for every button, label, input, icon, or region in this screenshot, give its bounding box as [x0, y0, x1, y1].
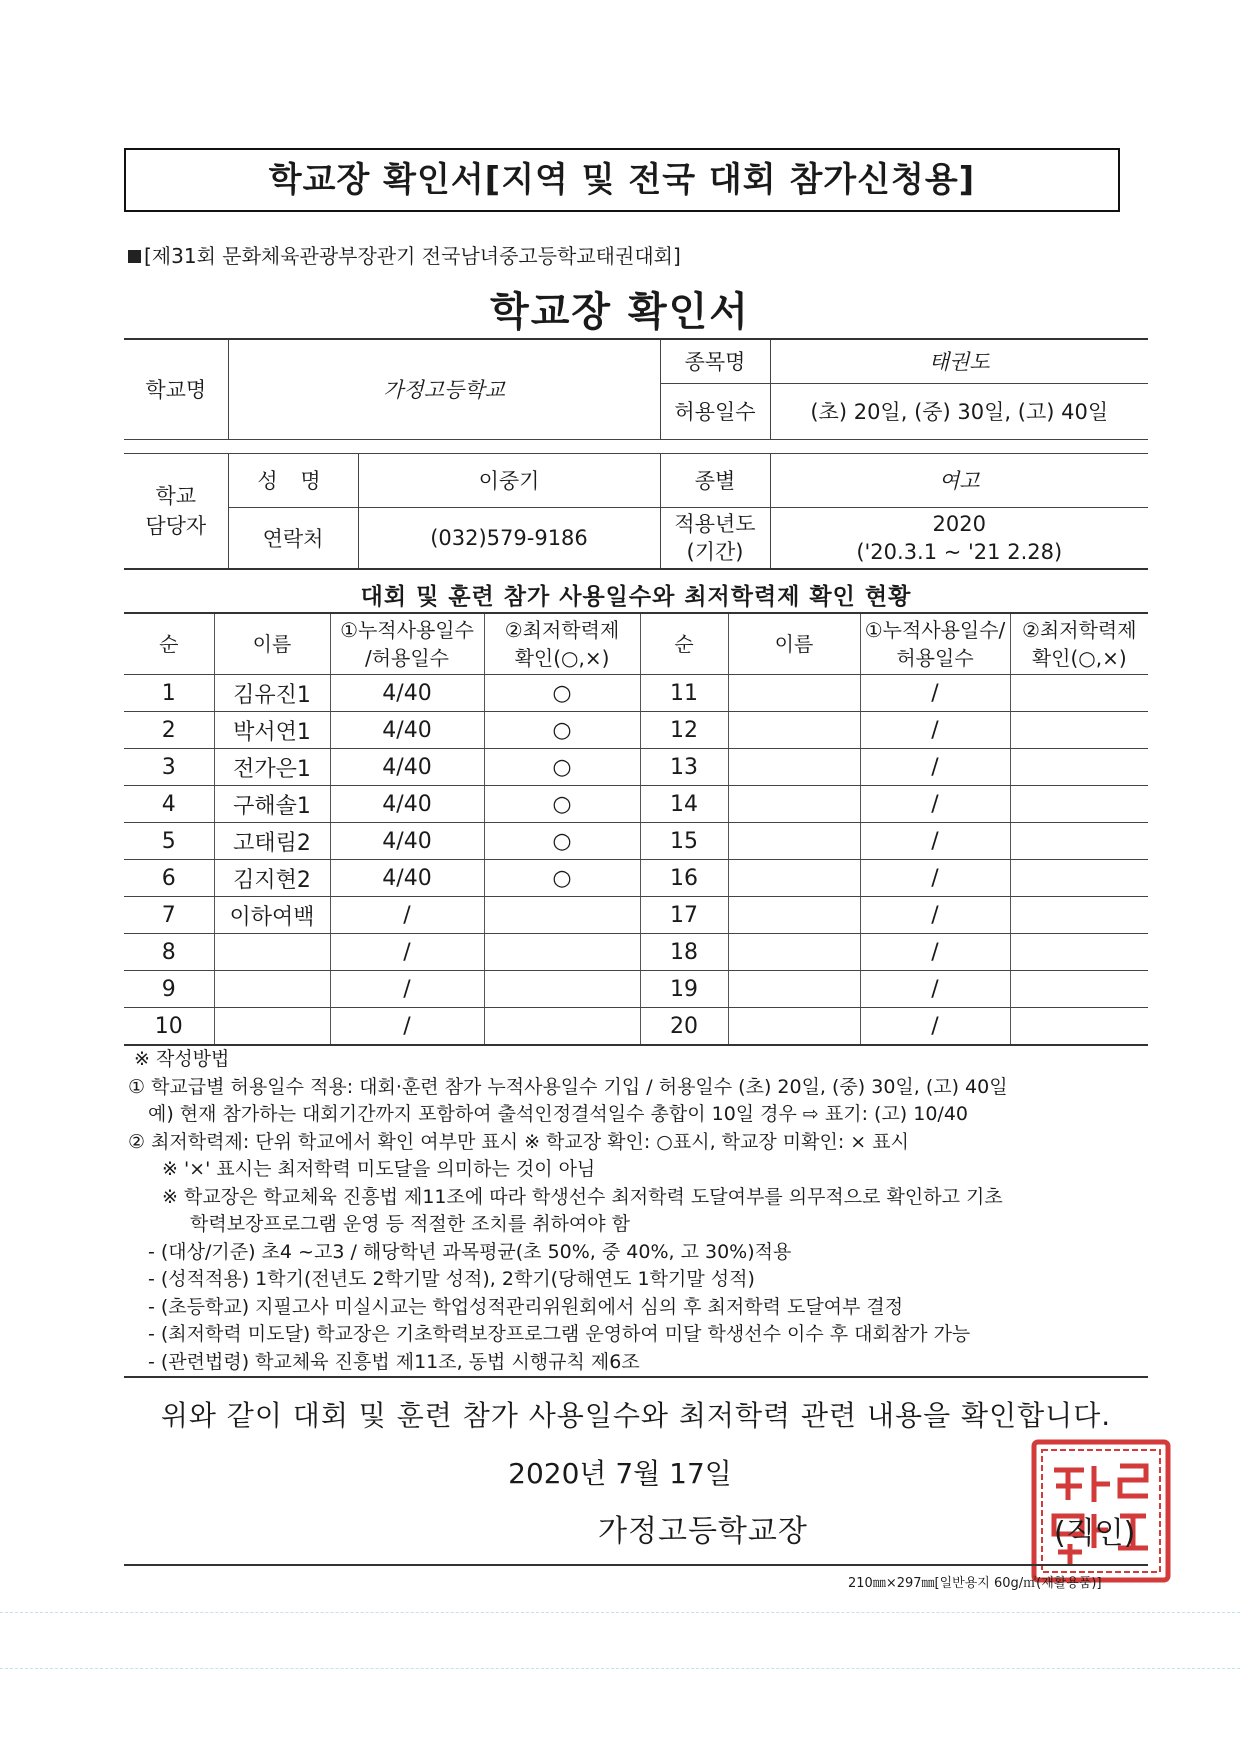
row-no-right: 11	[640, 675, 728, 712]
table-row	[124, 712, 1148, 749]
row-name	[214, 971, 330, 1008]
instruction-1-example: 예) 현재 참가하는 대회기간까지 포함하여 출석인정결석일수 총합이 10일 경우 ⇨ 표기: (고) 10/40	[148, 1103, 969, 1125]
instructions-heading: ※ 작성방법	[134, 1048, 230, 1070]
allowed-days-label: 허용일수	[660, 383, 770, 439]
row-name: 박서연1	[214, 712, 330, 749]
row-name	[214, 1008, 330, 1046]
row-days: 4/40	[330, 860, 484, 897]
school-label: 학교명	[124, 339, 228, 439]
row-no-right: 20	[640, 1008, 728, 1046]
table-row	[124, 860, 1148, 897]
row-check	[484, 934, 640, 971]
row-days-right: /	[860, 971, 1010, 1008]
row-no-right: 13	[640, 749, 728, 786]
staff-label-line2: 담당자	[145, 514, 207, 538]
instruction-grades: - (성적적용) 1학기(전년도 2학기말 성적), 2학기(당해연도 1학기말 성적)	[148, 1268, 755, 1290]
row-name-right	[728, 823, 860, 860]
main-title: 학교장 확인서	[490, 289, 750, 335]
row-name: 구해솔1	[214, 786, 330, 823]
table-row	[124, 934, 1148, 971]
competition-line	[128, 240, 681, 269]
row-name	[214, 934, 330, 971]
instruction-law: - (관련법령) 학교체육 진흥법 제11조, 동법 시행규칙 제6조	[148, 1350, 640, 1373]
year-label-line2: (기간)	[686, 540, 744, 564]
row-days-right: /	[860, 860, 1010, 897]
divider	[124, 1564, 1148, 1566]
table-row	[124, 823, 1148, 860]
col-header-days-right-line2: 허용일수	[896, 646, 974, 670]
instruction-target: - (대상/기준) 초4 ~고3 / 해당학년 과목평균(초 50%, 중 40%, 고 30%)적용	[148, 1240, 792, 1263]
col-header-days-line1: ①누적사용일수	[340, 618, 474, 642]
col-header-check-line2: 확인(○,×)	[514, 646, 610, 670]
row-no-right: 17	[640, 897, 728, 934]
row-no-right: 14	[640, 786, 728, 823]
year-value-line1: 2020	[932, 512, 986, 536]
participant-table	[124, 612, 1148, 1046]
table-row	[124, 1008, 1148, 1046]
row-check-right	[1010, 675, 1148, 712]
type-label: 종별	[660, 453, 770, 507]
instruction-note-principal-cont: 학력보장프로그램 운영 등 적절한 조치를 취하여야 함	[190, 1213, 631, 1235]
row-days-right: /	[860, 823, 1010, 860]
col-header-days-line2: /허용일수	[364, 646, 450, 670]
row-no: 5	[124, 823, 214, 860]
row-check-right	[1010, 971, 1148, 1008]
allowed-days-value: (초) 20일, (중) 30일, (고) 40일	[770, 383, 1148, 439]
row-name: 이하여백	[214, 897, 330, 934]
row-days: 4/40	[330, 712, 484, 749]
row-check: ○	[484, 823, 640, 860]
row-days-right: /	[860, 749, 1010, 786]
row-name-right	[728, 749, 860, 786]
col-header-days-right	[860, 613, 1010, 675]
row-name-right	[728, 897, 860, 934]
row-days: 4/40	[330, 749, 484, 786]
row-check-right	[1010, 897, 1148, 934]
row-name-right	[728, 971, 860, 1008]
row-days-right: /	[860, 712, 1010, 749]
row-check	[484, 897, 640, 934]
confirmation-date: 2020년 7월 17일	[508, 1457, 732, 1490]
row-no: 9	[124, 971, 214, 1008]
year-value-line2: ('20.3.1 ~ '21 2.28)	[856, 540, 1063, 564]
divider	[124, 1376, 1148, 1378]
col-header-name: 이름	[214, 613, 330, 675]
row-check-right	[1010, 934, 1148, 971]
row-days-right: /	[860, 675, 1010, 712]
row-name: 고태림2	[214, 823, 330, 860]
scan-artifact-line	[0, 1668, 1240, 1669]
col-header-no: 순	[124, 613, 214, 675]
col-header-days-right-line1: ①누적사용일수/	[864, 618, 1006, 642]
row-no: 1	[124, 675, 214, 712]
competition-name: [제31회 문화체육관광부장관기 전국남녀중고등학교태권대회]	[144, 244, 681, 268]
row-no: 6	[124, 860, 214, 897]
row-name: 김유진1	[214, 675, 330, 712]
row-no: 7	[124, 897, 214, 934]
instruction-note-x: ※ '×' 표시는 최저학력 미도달을 의미하는 것이 아님	[162, 1158, 596, 1180]
row-days: /	[330, 971, 484, 1008]
table-row	[124, 786, 1148, 823]
row-name-right	[728, 934, 860, 971]
year-label-line1: 적용년도	[674, 512, 756, 536]
row-days-right: /	[860, 786, 1010, 823]
row-check-right	[1010, 749, 1148, 786]
row-no: 2	[124, 712, 214, 749]
contact-label: 연락처	[228, 507, 358, 569]
square-bullet-icon	[128, 250, 141, 263]
sport-label: 종목명	[660, 339, 770, 383]
row-no-right: 19	[640, 971, 728, 1008]
staff-label-line1: 학교	[155, 484, 197, 508]
col-header-no-right: 순	[640, 613, 728, 675]
row-name-right	[728, 712, 860, 749]
instruction-below-min: - (최저학력 미도달) 학교장은 기초학력보장프로그램 운영하여 미달 학생선수 이수 후 대회참가 가능	[148, 1323, 971, 1345]
instruction-elementary: - (초등학교) 지필고사 미실시교는 학업성적관리위원회에서 심의 후 최저학력 도달여부 결정	[148, 1295, 904, 1318]
row-check-right	[1010, 860, 1148, 897]
row-no: 10	[124, 1008, 214, 1046]
section-title: 대회 및 훈련 참가 사용일수와 최저학력제 확인 현황	[124, 568, 1148, 611]
row-check-right	[1010, 712, 1148, 749]
participant-table-header	[124, 613, 1148, 675]
col-header-check-right	[1010, 613, 1148, 675]
row-name: 전가은1	[214, 749, 330, 786]
row-check: ○	[484, 675, 640, 712]
row-check-right	[1010, 823, 1148, 860]
name-value: 이중기	[358, 453, 660, 507]
confirmation-statement: 위와 같이 대회 및 훈련 참가 사용일수와 최저학력 관련 내용을 확인합니다.	[160, 1399, 1112, 1432]
sport-value: 태권도	[770, 339, 1148, 383]
row-no-right: 15	[640, 823, 728, 860]
col-header-check	[484, 613, 640, 675]
row-check: ○	[484, 712, 640, 749]
row-name-right	[728, 860, 860, 897]
row-name-right	[728, 786, 860, 823]
row-days: 4/40	[330, 786, 484, 823]
row-check-right	[1010, 786, 1148, 823]
row-days-right: /	[860, 897, 1010, 934]
row-no: 8	[124, 934, 214, 971]
table-row	[124, 749, 1148, 786]
contact-value: (032)579-9186	[358, 507, 660, 569]
row-days-right: /	[860, 1008, 1010, 1046]
row-days: /	[330, 934, 484, 971]
row-check: ○	[484, 860, 640, 897]
row-days: /	[330, 1008, 484, 1046]
school-info-table	[124, 338, 1148, 570]
row-check-right	[1010, 1008, 1148, 1046]
row-days: /	[330, 897, 484, 934]
instruction-1: ① 학교급별 허용일수 적용: 대회·훈련 참가 누적사용일수 기입 / 허용일수 (초) 20일, (중) 30일, (고) 40일	[128, 1075, 1008, 1098]
row-name-right	[728, 675, 860, 712]
row-no: 3	[124, 749, 214, 786]
col-header-check-right-line2: 확인(○,×)	[1031, 646, 1127, 670]
staff-label	[124, 453, 228, 569]
school-value: 가정고등학교	[228, 339, 660, 439]
paper-spec-footer: 210㎜×297㎜[일반용지 60g/㎡(재활용품)]	[848, 1576, 1102, 1591]
instruction-2: ② 최저학력제: 단위 학교에서 확인 여부만 표시 ※ 학교장 확인: ○표시, 학교장 미확인: × 표시	[128, 1130, 909, 1153]
row-days: 4/40	[330, 823, 484, 860]
col-header-check-right-line1: ②최저학력제	[1021, 618, 1137, 642]
col-header-days	[330, 613, 484, 675]
row-name: 김지현2	[214, 860, 330, 897]
scan-artifact-line	[0, 1612, 1240, 1613]
row-no: 4	[124, 786, 214, 823]
table-row	[124, 675, 1148, 712]
table-row	[124, 971, 1148, 1008]
year-label	[660, 507, 770, 569]
row-no-right: 18	[640, 934, 728, 971]
principal-name: 가정고등학교장	[598, 1514, 808, 1549]
instruction-note-principal: ※ 학교장은 학교체육 진흥법 제11조에 따라 학생선수 최저학력 도달여부를 의무적으로 확인하고 기초	[162, 1185, 1003, 1208]
row-name-right	[728, 1008, 860, 1046]
row-days: 4/40	[330, 675, 484, 712]
row-no-right: 12	[640, 712, 728, 749]
col-header-name-right: 이름	[728, 613, 860, 675]
seal-label: (직인)	[1054, 1516, 1136, 1551]
type-value: 여고	[770, 453, 1148, 507]
table-row	[124, 897, 1148, 934]
col-header-check-line1: ②최저학력제	[504, 618, 620, 642]
row-check: ○	[484, 749, 640, 786]
row-check: ○	[484, 786, 640, 823]
instructions	[128, 1046, 1158, 1376]
row-check	[484, 1008, 640, 1046]
year-value	[770, 507, 1148, 569]
document-header-title: 학교장 확인서[지역 및 전국 대회 참가신청용]	[124, 148, 1120, 212]
row-days-right: /	[860, 934, 1010, 971]
row-check	[484, 971, 640, 1008]
name-label: 성 명	[228, 453, 358, 507]
row-no-right: 16	[640, 860, 728, 897]
